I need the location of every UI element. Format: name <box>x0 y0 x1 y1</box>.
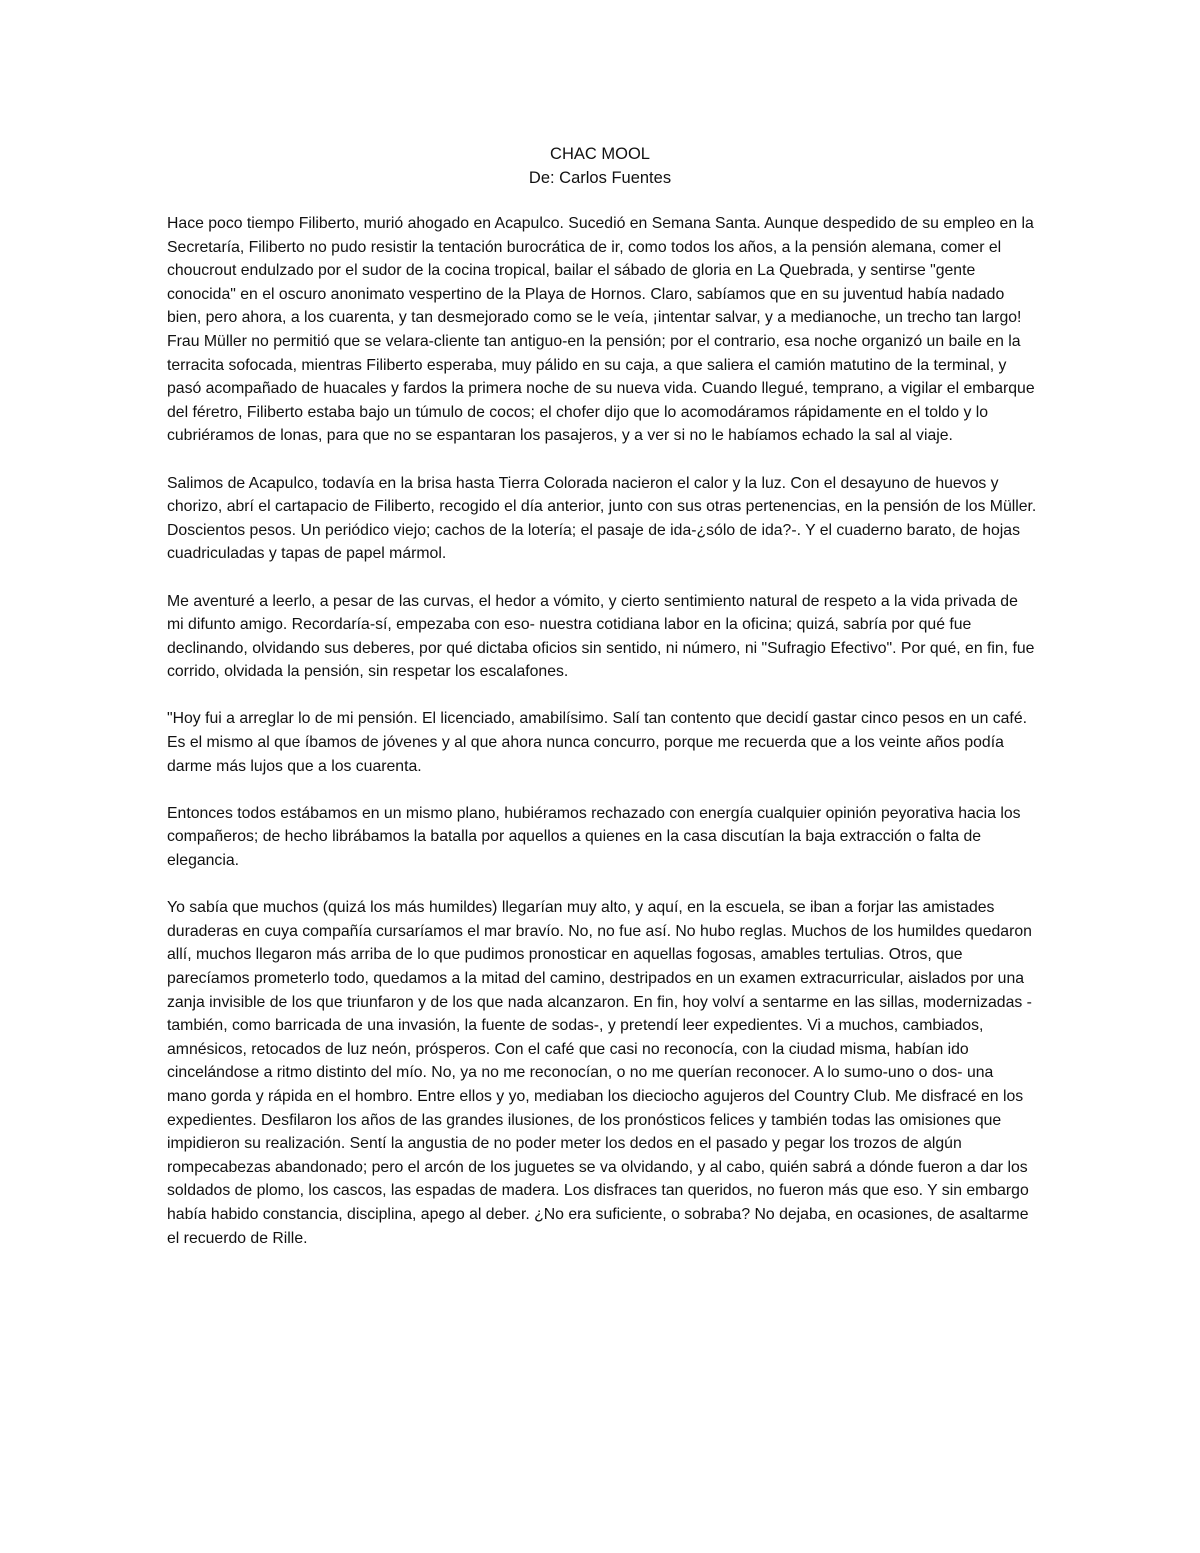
paragraph-1: Hace poco tiempo Filiberto, murió ahogado en Acapulco. Sucedió en Semana Santa. Aunque despedido de su empleo en la Secretaría, Filiberto no pudo resistir la tentación burocrática de ir, como todos los años, a la pensión alemana, comer el choucrout endulzado por el sudor de la cocina tropical, bailar el sábado de gloria en La Quebrada, y sentirse "gente conocida" en el oscuro anonimato vespertino de la Playa de Hornos. Claro, sabíamos que en su juventud había nadado bien, pero ahora, a los cuarenta, y tan desmejorado como se le veía, ¡intentar salvar, y a medianoche, un trecho tan largo! Frau Müller no permitió que se velara-cliente tan antiguo-en la pensión; por el contrario, esa noche organizó un baile en la terracita sofocada, mientras Filiberto esperaba, muy pálido en su caja, a que saliera el camión matutino de la terminal, y pasó acompañado de huacales y fardos la primera noche de su nueva vida. Cuando llegué, temprano, a vigilar el embarque del féretro, Filiberto estaba bajo un túmulo de cocos; el chofer dijo que lo acomodáramos rápidamente en el toldo y lo cubriéramos de lonas, para que no se espantaran los pasajeros, y a ver si no le habíamos echado la sal al viaje. <box>167 215 1035 445</box>
document-title: CHAC MOOL <box>550 145 650 163</box>
paragraph-6: Yo sabía que muchos (quizá los más humildes) llegarían muy alto, y aquí, en la escuela, se iban a forjar las amistades duraderas en cuya compañía cursaríamos el mar bravío. No, no fue así. No hubo reglas. Muchos de los humildes quedaron allí, muchos llegaron más arriba de lo que pudimos pronosticar en aquellas fogosas, amables tertulias. Otros, que parecíamos prometerlo todo, quedamos a la mitad del camino, destripados en un examen extracurricular, aislados por una zanja invisible de los que triunfaron y de los que nada alcanzaron. En fin, hoy volví a sentarme en las sillas, modernizadas -también, como barricada de una invasión, la fuente de sodas-, y pretendí leer expedientes. Vi a muchos, cambiados, amnésicos, retocados de luz neón, prósperos. Con el café que casi no reconocía, con la ciudad misma, habían ido cincelándose a ritmo distinto del mío. No, ya no me reconocían, o no me querían reconocer. A lo sumo-uno o dos- una mano gorda y rápida en el hombro. Entre ellos y yo, mediaban los dieciocho agujeros del Country Club. Me disfracé en los expedientes. Desfilaron los años de las grandes ilusiones, de los pronósticos felices y también todas las omisiones que impidieron su realización. Sentí la angustia de no poder meter los dedos en el pasado y pegar los trozos de algún rompecabezas abandonado; pero el arcón de los juguetes se va olvidando, y al cabo, quién sabrá a dónde fueron a dar los soldados de plomo, los cascos, las espadas de madera. Los disfraces tan queridos, no fueron más que eso. Y sin embargo había habido constancia, disciplina, apego al deber. ¿No era suficiente, o sobraba? No dejaba, en ocasiones, de asaltarme el recuerdo de Rille. <box>167 899 1032 1247</box>
author-line: De: Carlos Fuentes <box>528 169 672 187</box>
body-text <box>167 212 1037 1250</box>
title-block <box>0 142 1200 190</box>
paragraph-4: "Hoy fui a arreglar lo de mi pensión. El licenciado, amabilísimo. Salí tan contento que decidí gastar cinco pesos en un café. Es el mismo al que íbamos de jóvenes y al que ahora nunca concurro, porque me recuerda que a los veinte años podía darme más lujos que a los cuarenta. <box>167 710 1027 775</box>
paragraph-5: Entonces todos estábamos en un mismo plano, hubiéramos rechazado con energía cualquier opinión peyorativa hacia los compañeros; de hecho librábamos la batalla por aquellos a quienes en la casa discutían la baja extracción o falta de elegancia. <box>167 804 1021 870</box>
paragraph-2: Salimos de Acapulco, todavía en la brisa hasta Tierra Colorada nacieron el calor y la luz. Con el desayuno de huevos y chorizo, abrí el cartapacio de Filiberto, recogido el día anterior, junto con sus otras pertenencias, en la pensión de los Müller. Doscientos pesos. Un periódico viejo; cachos de la lotería; el pasaje de ida-¿sólo de ida?-. Y el cuaderno barato, de hojas cuadriculadas y tapas de papel mármol. <box>167 474 1037 563</box>
paragraph-3: Me aventuré a leerlo, a pesar de las curvas, el hedor a vómito, y cierto sentimiento natural de respeto a la vida privada de mi difunto amigo. Recordaría-sí, empezaba con eso- nuestra cotidiana labor en la oficina; quizá, sabría por qué fue declinando, olvidando sus deberes, por qué dictaba oficios sin sentido, ni número, ni "Sufragio Efectivo". Por qué, en fin, fue corrido, olvidada la pensión, sin respetar los escalafones. <box>167 592 1035 681</box>
